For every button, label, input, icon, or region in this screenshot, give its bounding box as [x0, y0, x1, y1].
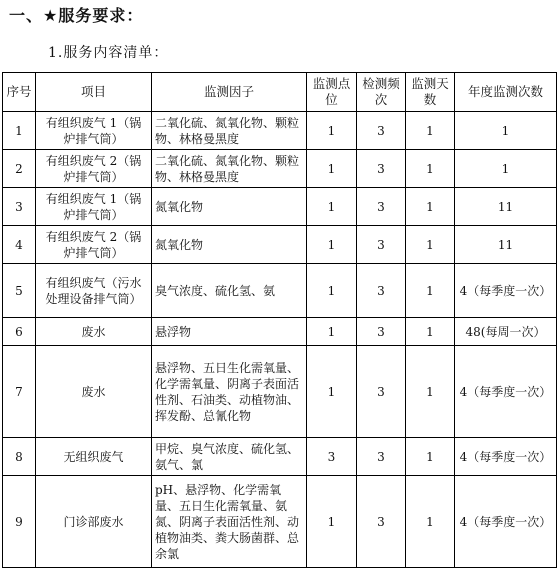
table-row — [3, 150, 557, 188]
header-days: 监测天数 — [406, 73, 455, 112]
cell-points: 1 — [307, 188, 357, 226]
cell-frequency: 3 — [357, 112, 406, 150]
cell-annual: 48(每周一次） — [455, 318, 557, 346]
header-frequency: 检测频次 — [357, 73, 406, 112]
cell-item: 有组织废气（污水处理设备排气筒） — [36, 264, 152, 318]
cell-points: 1 — [307, 150, 357, 188]
cell-days: 1 — [406, 188, 455, 226]
cell-annual: 11 — [455, 226, 557, 264]
cell-points: 3 — [307, 438, 357, 476]
cell-annual: 11 — [455, 188, 557, 226]
cell-days: 1 — [406, 438, 455, 476]
table-row — [3, 264, 557, 318]
table-row — [3, 226, 557, 264]
cell-no: 5 — [3, 264, 36, 318]
cell-days: 1 — [406, 150, 455, 188]
cell-item: 废水 — [36, 318, 152, 346]
header-annual: 年度监测次数 — [455, 73, 557, 112]
table-row — [3, 476, 557, 568]
cell-frequency: 3 — [357, 476, 406, 568]
cell-factor: 臭气浓度、硫化氢、氨 — [152, 264, 307, 318]
cell-no: 9 — [3, 476, 36, 568]
header-item: 项目 — [36, 73, 152, 112]
table-row — [3, 318, 557, 346]
cell-frequency: 3 — [357, 264, 406, 318]
cell-item: 有组织废气 1（锅炉排气筒） — [36, 112, 152, 150]
cell-frequency: 3 — [357, 226, 406, 264]
cell-annual: 4（每季度一次） — [455, 346, 557, 438]
section-heading: 一、★服务要求： — [9, 6, 144, 25]
cell-no: 7 — [3, 346, 36, 438]
cell-points: 1 — [307, 264, 357, 318]
table-row — [3, 346, 557, 438]
table-row — [3, 188, 557, 226]
cell-item: 有组织废气 2（锅炉排气筒） — [36, 226, 152, 264]
cell-days: 1 — [406, 226, 455, 264]
cell-factor: 悬浮物、五日生化需氧量、化学需氧量、阴离子表面活性剂、石油类、动植物油、挥发酚、总氰化物 — [152, 346, 307, 438]
cell-factor: 二氧化硫、氮氧化物、颗粒物、林格曼黑度 — [152, 150, 307, 188]
header-factor: 监测因子 — [152, 73, 307, 112]
cell-frequency: 3 — [357, 438, 406, 476]
cell-item: 门诊部废水 — [36, 476, 152, 568]
header-no: 序号 — [3, 73, 36, 112]
cell-points: 1 — [307, 346, 357, 438]
cell-no: 3 — [3, 188, 36, 226]
cell-factor: 悬浮物 — [152, 318, 307, 346]
table-header-row — [3, 73, 557, 112]
cell-points: 1 — [307, 112, 357, 150]
cell-days: 1 — [406, 264, 455, 318]
cell-frequency: 3 — [357, 346, 406, 438]
cell-points: 1 — [307, 476, 357, 568]
cell-points: 1 — [307, 318, 357, 346]
cell-annual: 1 — [455, 150, 557, 188]
cell-points: 1 — [307, 226, 357, 264]
cell-item: 有组织废气 2（锅炉排气筒） — [36, 150, 152, 188]
table-row — [3, 112, 557, 150]
cell-no: 6 — [3, 318, 36, 346]
cell-factor: pH、悬浮物、化学需氧量、五日生化需氧量、氨氮、阴离子表面活性剂、动植物油类、粪大肠菌群、总余氯 — [152, 476, 307, 568]
cell-factor: 氮氧化物 — [152, 188, 307, 226]
service-list-subheading: 1.服务内容清单： — [48, 45, 169, 61]
service-content-table — [2, 72, 557, 568]
table-row — [3, 438, 557, 476]
cell-annual: 4（每季度一次） — [455, 264, 557, 318]
cell-annual: 4（每季度一次） — [455, 476, 557, 568]
cell-days: 1 — [406, 112, 455, 150]
cell-no: 1 — [3, 112, 36, 150]
cell-frequency: 3 — [357, 188, 406, 226]
header-points: 监测点位 — [307, 73, 357, 112]
cell-no: 4 — [3, 226, 36, 264]
cell-days: 1 — [406, 476, 455, 568]
cell-annual: 4（每季度一次） — [455, 438, 557, 476]
cell-factor: 二氧化硫、氮氧化物、颗粒物、林格曼黑度 — [152, 112, 307, 150]
cell-item: 有组织废气 1（锅炉排气筒） — [36, 188, 152, 226]
cell-no: 8 — [3, 438, 36, 476]
cell-factor: 氮氧化物 — [152, 226, 307, 264]
cell-factor: 甲烷、臭气浓度、硫化氢、氨气、氯 — [152, 438, 307, 476]
cell-frequency: 3 — [357, 150, 406, 188]
cell-days: 1 — [406, 346, 455, 438]
cell-days: 1 — [406, 318, 455, 346]
cell-item: 废水 — [36, 346, 152, 438]
cell-annual: 1 — [455, 112, 557, 150]
cell-item: 无组织废气 — [36, 438, 152, 476]
cell-no: 2 — [3, 150, 36, 188]
cell-frequency: 3 — [357, 318, 406, 346]
